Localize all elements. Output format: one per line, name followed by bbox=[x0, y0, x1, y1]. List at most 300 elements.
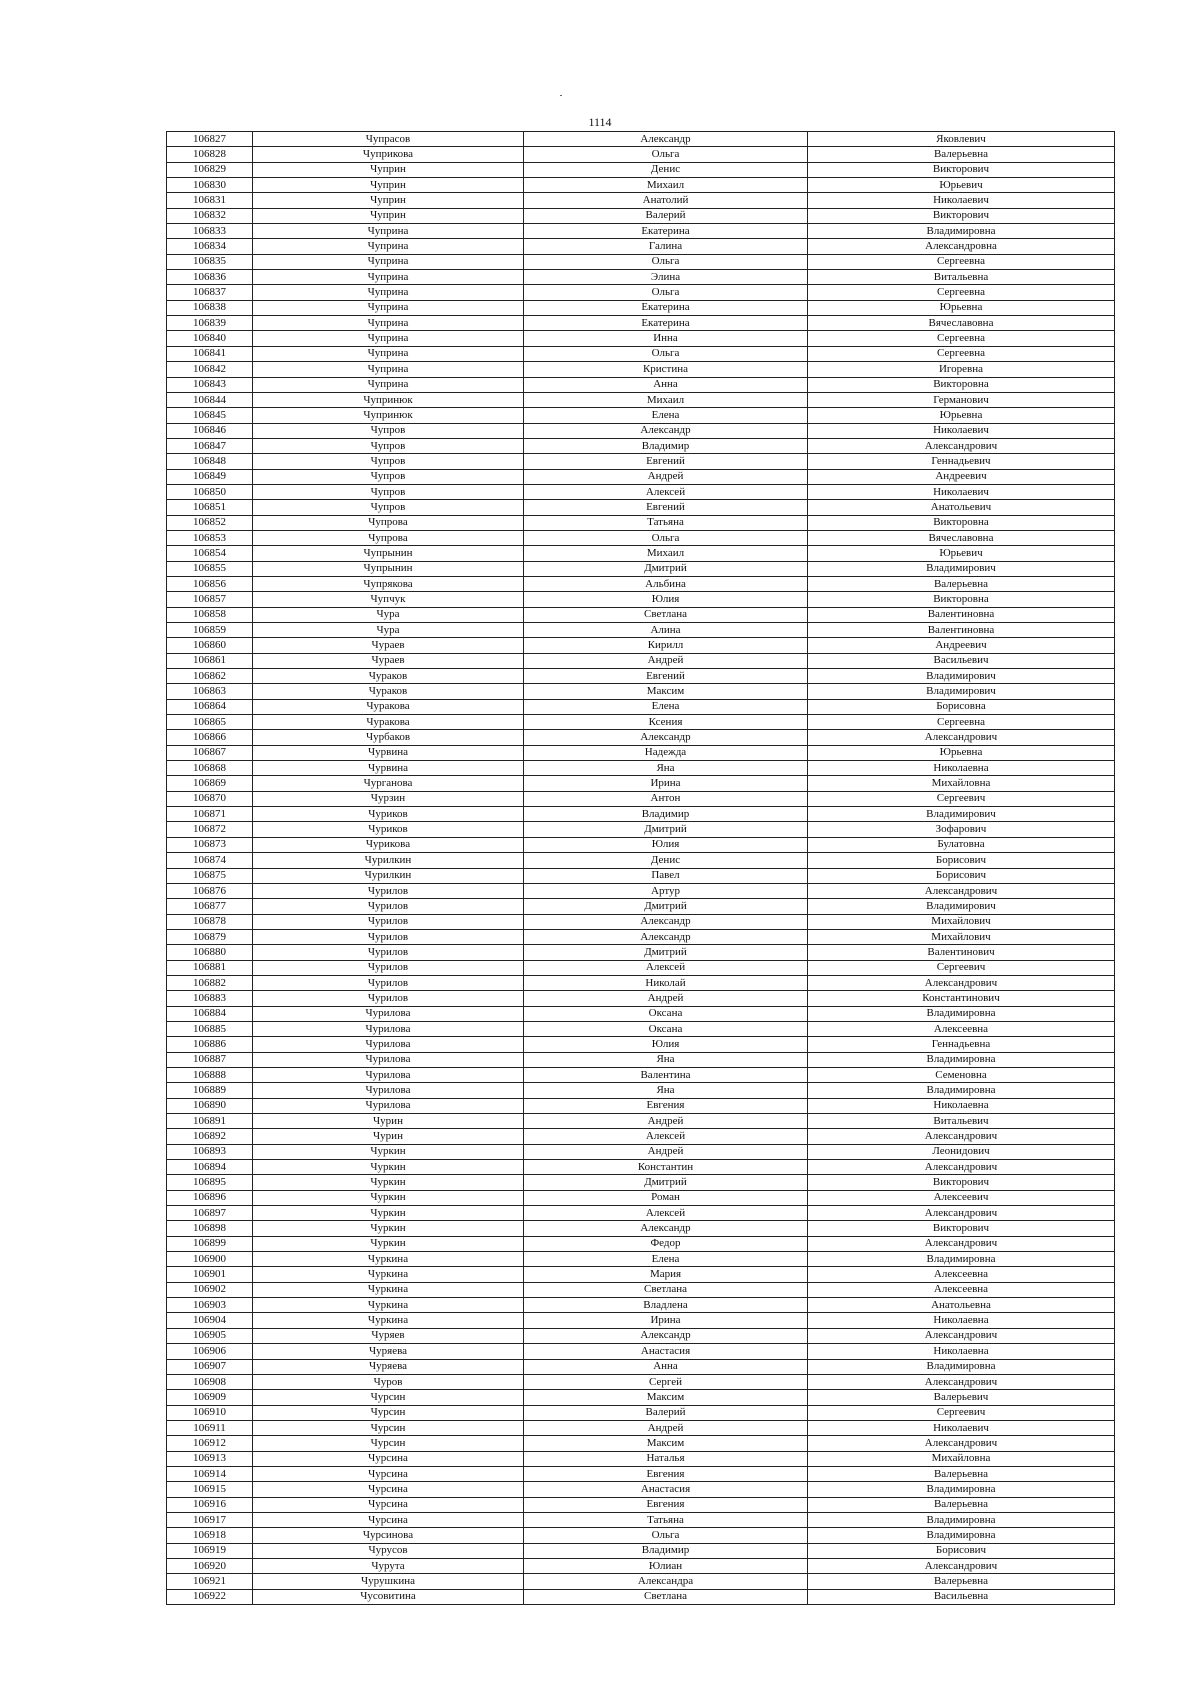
patronymic-cell: Андреевич bbox=[808, 469, 1115, 484]
table-row bbox=[167, 1006, 1115, 1021]
record-number-cell: 106877 bbox=[167, 899, 253, 914]
record-number-cell: 106849 bbox=[167, 469, 253, 484]
record-number-cell: 106829 bbox=[167, 162, 253, 177]
table-row bbox=[167, 638, 1115, 653]
record-number-cell: 106916 bbox=[167, 1497, 253, 1512]
patronymic-cell: Викторовна bbox=[808, 592, 1115, 607]
patronymic-cell: Валерьевна bbox=[808, 576, 1115, 591]
surname-cell: Чурсин bbox=[253, 1420, 524, 1435]
surname-cell: Чура bbox=[253, 607, 524, 622]
first-name-cell: Анатолий bbox=[524, 193, 808, 208]
patronymic-cell: Александрович bbox=[808, 730, 1115, 745]
patronymic-cell: Николаевна bbox=[808, 1313, 1115, 1328]
table-row bbox=[167, 300, 1115, 315]
table-row bbox=[167, 1129, 1115, 1144]
patronymic-cell: Николаевна bbox=[808, 1344, 1115, 1359]
record-number-cell: 106904 bbox=[167, 1313, 253, 1328]
surname-cell: Чурбаков bbox=[253, 730, 524, 745]
patronymic-cell: Валентиновна bbox=[808, 607, 1115, 622]
record-number-cell: 106902 bbox=[167, 1282, 253, 1297]
surname-cell: Чураев bbox=[253, 653, 524, 668]
table-row bbox=[167, 1221, 1115, 1236]
first-name-cell: Максим bbox=[524, 1436, 808, 1451]
table-row bbox=[167, 1267, 1115, 1282]
patronymic-cell: Владимировна bbox=[808, 1359, 1115, 1374]
first-name-cell: Андрей bbox=[524, 991, 808, 1006]
record-number-cell: 106883 bbox=[167, 991, 253, 1006]
record-number-cell: 106908 bbox=[167, 1374, 253, 1389]
first-name-cell: Ольга bbox=[524, 1528, 808, 1543]
surname-cell: Чурсина bbox=[253, 1451, 524, 1466]
record-number-cell: 106847 bbox=[167, 438, 253, 453]
table-row bbox=[167, 1589, 1115, 1604]
table-row bbox=[167, 883, 1115, 898]
table-row bbox=[167, 454, 1115, 469]
surname-cell: Чурилова bbox=[253, 1052, 524, 1067]
table-row bbox=[167, 1390, 1115, 1405]
surname-cell: Чурушкина bbox=[253, 1574, 524, 1589]
first-name-cell: Александр bbox=[524, 423, 808, 438]
table-row bbox=[167, 1328, 1115, 1343]
first-name-cell: Галина bbox=[524, 239, 808, 254]
first-name-cell: Дмитрий bbox=[524, 561, 808, 576]
first-name-cell: Александр bbox=[524, 914, 808, 929]
record-number-cell: 106901 bbox=[167, 1267, 253, 1282]
record-number-cell: 106903 bbox=[167, 1298, 253, 1313]
patronymic-cell: Владимирович bbox=[808, 669, 1115, 684]
surname-cell: Чурсин bbox=[253, 1436, 524, 1451]
surname-cell: Чуракова bbox=[253, 699, 524, 714]
scan-speck bbox=[560, 95, 562, 96]
surname-cell: Чуприкова bbox=[253, 147, 524, 162]
record-number-cell: 106876 bbox=[167, 883, 253, 898]
surname-cell: Чуприна bbox=[253, 346, 524, 361]
table-row bbox=[167, 392, 1115, 407]
record-number-cell: 106866 bbox=[167, 730, 253, 745]
patronymic-cell: Александрович bbox=[808, 438, 1115, 453]
record-number-cell: 106853 bbox=[167, 530, 253, 545]
table-row bbox=[167, 669, 1115, 684]
first-name-cell: Екатерина bbox=[524, 300, 808, 315]
patronymic-cell: Валерьевна bbox=[808, 1574, 1115, 1589]
table-row bbox=[167, 1512, 1115, 1527]
patronymic-cell: Юрьевна bbox=[808, 300, 1115, 315]
table-row bbox=[167, 623, 1115, 638]
first-name-cell: Кристина bbox=[524, 362, 808, 377]
first-name-cell: Светлана bbox=[524, 607, 808, 622]
surname-cell: Чупрасов bbox=[253, 132, 524, 147]
record-number-cell: 106860 bbox=[167, 638, 253, 653]
record-number-cell: 106867 bbox=[167, 745, 253, 760]
record-number-cell: 106865 bbox=[167, 715, 253, 730]
patronymic-cell: Алексеевна bbox=[808, 1267, 1115, 1282]
patronymic-cell: Валерьевна bbox=[808, 1466, 1115, 1481]
record-number-cell: 106918 bbox=[167, 1528, 253, 1543]
surname-cell: Чуприна bbox=[253, 270, 524, 285]
record-number-cell: 106889 bbox=[167, 1083, 253, 1098]
table-row bbox=[167, 1067, 1115, 1082]
table-row bbox=[167, 1359, 1115, 1374]
table-row bbox=[167, 346, 1115, 361]
surname-cell: Чупрова bbox=[253, 530, 524, 545]
first-name-cell: Анастасия bbox=[524, 1482, 808, 1497]
record-number-cell: 106850 bbox=[167, 484, 253, 499]
patronymic-cell: Валентиновна bbox=[808, 623, 1115, 638]
first-name-cell: Елена bbox=[524, 1252, 808, 1267]
record-number-cell: 106852 bbox=[167, 515, 253, 530]
record-number-cell: 106905 bbox=[167, 1328, 253, 1343]
first-name-cell: Дмитрий bbox=[524, 1175, 808, 1190]
table-row bbox=[167, 975, 1115, 990]
registry-table-body bbox=[167, 132, 1115, 1605]
table-row bbox=[167, 1313, 1115, 1328]
surname-cell: Чуриков bbox=[253, 822, 524, 837]
record-number-cell: 106913 bbox=[167, 1451, 253, 1466]
record-number-cell: 106869 bbox=[167, 776, 253, 791]
first-name-cell: Максим bbox=[524, 1390, 808, 1405]
surname-cell: Чуркин bbox=[253, 1236, 524, 1251]
patronymic-cell: Александрович bbox=[808, 1328, 1115, 1343]
patronymic-cell: Валерьевич bbox=[808, 1390, 1115, 1405]
surname-cell: Чурилов bbox=[253, 991, 524, 1006]
table-row bbox=[167, 929, 1115, 944]
patronymic-cell: Владимировна bbox=[808, 1006, 1115, 1021]
record-number-cell: 106915 bbox=[167, 1482, 253, 1497]
record-number-cell: 106880 bbox=[167, 945, 253, 960]
patronymic-cell: Михайловна bbox=[808, 776, 1115, 791]
first-name-cell: Антон bbox=[524, 791, 808, 806]
table-row bbox=[167, 1083, 1115, 1098]
first-name-cell: Андрей bbox=[524, 1114, 808, 1129]
patronymic-cell: Семеновна bbox=[808, 1067, 1115, 1082]
patronymic-cell: Николаевна bbox=[808, 761, 1115, 776]
surname-cell: Чуракова bbox=[253, 715, 524, 730]
table-row bbox=[167, 1451, 1115, 1466]
table-row bbox=[167, 1098, 1115, 1113]
surname-cell: Чурин bbox=[253, 1114, 524, 1129]
patronymic-cell: Юрьевич bbox=[808, 178, 1115, 193]
first-name-cell: Андрей bbox=[524, 469, 808, 484]
record-number-cell: 106892 bbox=[167, 1129, 253, 1144]
first-name-cell: Владлена bbox=[524, 1298, 808, 1313]
surname-cell: Чуприн bbox=[253, 193, 524, 208]
first-name-cell: Дмитрий bbox=[524, 822, 808, 837]
table-row bbox=[167, 1374, 1115, 1389]
surname-cell: Чураков bbox=[253, 684, 524, 699]
table-row bbox=[167, 1021, 1115, 1036]
record-number-cell: 106858 bbox=[167, 607, 253, 622]
first-name-cell: Татьяна bbox=[524, 1512, 808, 1527]
surname-cell: Чурсин bbox=[253, 1405, 524, 1420]
surname-cell: Чурилова bbox=[253, 1067, 524, 1082]
table-row bbox=[167, 500, 1115, 515]
surname-cell: Чупров bbox=[253, 454, 524, 469]
patronymic-cell: Викторович bbox=[808, 208, 1115, 223]
first-name-cell: Валерий bbox=[524, 208, 808, 223]
table-row bbox=[167, 699, 1115, 714]
first-name-cell: Яна bbox=[524, 1052, 808, 1067]
surname-cell: Чусовитина bbox=[253, 1589, 524, 1604]
first-name-cell: Валерий bbox=[524, 1405, 808, 1420]
record-number-cell: 106900 bbox=[167, 1252, 253, 1267]
record-number-cell: 106872 bbox=[167, 822, 253, 837]
table-row bbox=[167, 331, 1115, 346]
surname-cell: Чурилов bbox=[253, 975, 524, 990]
first-name-cell: Михаил bbox=[524, 178, 808, 193]
patronymic-cell: Германович bbox=[808, 392, 1115, 407]
first-name-cell: Елена bbox=[524, 408, 808, 423]
first-name-cell: Мария bbox=[524, 1267, 808, 1282]
first-name-cell: Инна bbox=[524, 331, 808, 346]
table-row bbox=[167, 1466, 1115, 1481]
surname-cell: Чуряева bbox=[253, 1359, 524, 1374]
table-row bbox=[167, 653, 1115, 668]
record-number-cell: 106886 bbox=[167, 1037, 253, 1052]
patronymic-cell: Валерьевна bbox=[808, 1497, 1115, 1512]
first-name-cell: Наталья bbox=[524, 1451, 808, 1466]
first-name-cell: Элина bbox=[524, 270, 808, 285]
patronymic-cell: Владимирович bbox=[808, 807, 1115, 822]
table-row bbox=[167, 1436, 1115, 1451]
record-number-cell: 106898 bbox=[167, 1221, 253, 1236]
patronymic-cell: Александрович bbox=[808, 883, 1115, 898]
surname-cell: Чуркин bbox=[253, 1175, 524, 1190]
record-number-cell: 106875 bbox=[167, 868, 253, 883]
first-name-cell: Евгения bbox=[524, 1098, 808, 1113]
surname-cell: Чуряева bbox=[253, 1344, 524, 1359]
surname-cell: Чурута bbox=[253, 1558, 524, 1573]
first-name-cell: Алексей bbox=[524, 1206, 808, 1221]
first-name-cell: Михаил bbox=[524, 546, 808, 561]
surname-cell: Чурин bbox=[253, 1129, 524, 1144]
surname-cell: Чуркина bbox=[253, 1298, 524, 1313]
surname-cell: Чурилкин bbox=[253, 868, 524, 883]
surname-cell: Чуркин bbox=[253, 1221, 524, 1236]
first-name-cell: Артур bbox=[524, 883, 808, 898]
table-row bbox=[167, 1558, 1115, 1573]
surname-cell: Чуркина bbox=[253, 1252, 524, 1267]
table-row bbox=[167, 1344, 1115, 1359]
table-row bbox=[167, 914, 1115, 929]
patronymic-cell: Владимировна bbox=[808, 224, 1115, 239]
table-row bbox=[167, 776, 1115, 791]
patronymic-cell: Васильевич bbox=[808, 653, 1115, 668]
first-name-cell: Михаил bbox=[524, 392, 808, 407]
surname-cell: Чуприн bbox=[253, 208, 524, 223]
surname-cell: Чуркина bbox=[253, 1267, 524, 1282]
record-number-cell: 106911 bbox=[167, 1420, 253, 1435]
patronymic-cell: Анатольевна bbox=[808, 1298, 1115, 1313]
surname-cell: Чурсина bbox=[253, 1497, 524, 1512]
patronymic-cell: Булатовна bbox=[808, 837, 1115, 852]
patronymic-cell: Викторович bbox=[808, 1175, 1115, 1190]
patronymic-cell: Алексеевич bbox=[808, 1190, 1115, 1205]
table-row bbox=[167, 408, 1115, 423]
record-number-cell: 106890 bbox=[167, 1098, 253, 1113]
patronymic-cell: Викторовна bbox=[808, 377, 1115, 392]
table-row bbox=[167, 822, 1115, 837]
surname-cell: Чуприна bbox=[253, 331, 524, 346]
patronymic-cell: Сергеевич bbox=[808, 1405, 1115, 1420]
table-row bbox=[167, 423, 1115, 438]
surname-cell: Чупров bbox=[253, 423, 524, 438]
first-name-cell: Денис bbox=[524, 853, 808, 868]
patronymic-cell: Яковлевич bbox=[808, 132, 1115, 147]
table-row bbox=[167, 239, 1115, 254]
patronymic-cell: Константинович bbox=[808, 991, 1115, 1006]
patronymic-cell: Николаевич bbox=[808, 423, 1115, 438]
surname-cell: Чупрынин bbox=[253, 546, 524, 561]
table-row bbox=[167, 868, 1115, 883]
table-row bbox=[167, 1114, 1115, 1129]
table-row bbox=[167, 1206, 1115, 1221]
patronymic-cell: Вячеславовна bbox=[808, 316, 1115, 331]
patronymic-cell: Борисович bbox=[808, 853, 1115, 868]
table-row bbox=[167, 147, 1115, 162]
table-row bbox=[167, 1252, 1115, 1267]
table-row bbox=[167, 791, 1115, 806]
table-row bbox=[167, 362, 1115, 377]
first-name-cell: Федор bbox=[524, 1236, 808, 1251]
table-row bbox=[167, 377, 1115, 392]
patronymic-cell: Сергеевна bbox=[808, 331, 1115, 346]
patronymic-cell: Николаевна bbox=[808, 1098, 1115, 1113]
surname-cell: Чупрова bbox=[253, 515, 524, 530]
patronymic-cell: Владимировна bbox=[808, 1052, 1115, 1067]
record-number-cell: 106856 bbox=[167, 576, 253, 591]
patronymic-cell: Валерьевна bbox=[808, 147, 1115, 162]
first-name-cell: Андрей bbox=[524, 1420, 808, 1435]
surname-cell: Чуркин bbox=[253, 1206, 524, 1221]
record-number-cell: 106887 bbox=[167, 1052, 253, 1067]
table-row bbox=[167, 208, 1115, 223]
first-name-cell: Ольга bbox=[524, 346, 808, 361]
first-name-cell: Ольга bbox=[524, 147, 808, 162]
first-name-cell: Александр bbox=[524, 1221, 808, 1236]
first-name-cell: Роман bbox=[524, 1190, 808, 1205]
surname-cell: Чуряев bbox=[253, 1328, 524, 1343]
record-number-cell: 106914 bbox=[167, 1466, 253, 1481]
first-name-cell: Ольга bbox=[524, 285, 808, 300]
table-row bbox=[167, 1574, 1115, 1589]
patronymic-cell: Борисович bbox=[808, 868, 1115, 883]
first-name-cell: Владимир bbox=[524, 438, 808, 453]
table-row bbox=[167, 899, 1115, 914]
surname-cell: Чурсина bbox=[253, 1512, 524, 1527]
surname-cell: Чуприна bbox=[253, 300, 524, 315]
patronymic-cell: Юрьевна bbox=[808, 408, 1115, 423]
record-number-cell: 106835 bbox=[167, 254, 253, 269]
first-name-cell: Алексей bbox=[524, 484, 808, 499]
patronymic-cell: Владимирович bbox=[808, 899, 1115, 914]
surname-cell: Чуприна bbox=[253, 254, 524, 269]
patronymic-cell: Владимировна bbox=[808, 1528, 1115, 1543]
patronymic-cell: Владимирович bbox=[808, 561, 1115, 576]
surname-cell: Чуприна bbox=[253, 224, 524, 239]
record-number-cell: 106893 bbox=[167, 1144, 253, 1159]
record-number-cell: 106879 bbox=[167, 929, 253, 944]
surname-cell: Чуприна bbox=[253, 239, 524, 254]
table-row bbox=[167, 730, 1115, 745]
surname-cell: Чурвина bbox=[253, 761, 524, 776]
record-number-cell: 106828 bbox=[167, 147, 253, 162]
record-number-cell: 106917 bbox=[167, 1512, 253, 1527]
patronymic-cell: Викторовна bbox=[808, 515, 1115, 530]
record-number-cell: 106845 bbox=[167, 408, 253, 423]
first-name-cell: Анна bbox=[524, 1359, 808, 1374]
record-number-cell: 106870 bbox=[167, 791, 253, 806]
first-name-cell: Светлана bbox=[524, 1282, 808, 1297]
record-number-cell: 106840 bbox=[167, 331, 253, 346]
record-number-cell: 106910 bbox=[167, 1405, 253, 1420]
surname-cell: Чурикова bbox=[253, 837, 524, 852]
first-name-cell: Дмитрий bbox=[524, 899, 808, 914]
surname-cell: Чуркин bbox=[253, 1190, 524, 1205]
record-number-cell: 106859 bbox=[167, 623, 253, 638]
surname-cell: Чуприна bbox=[253, 362, 524, 377]
surname-cell: Чурусов bbox=[253, 1543, 524, 1558]
first-name-cell: Алексей bbox=[524, 1129, 808, 1144]
patronymic-cell: Михайлович bbox=[808, 929, 1115, 944]
patronymic-cell: Витальевич bbox=[808, 1114, 1115, 1129]
patronymic-cell: Владимировна bbox=[808, 1083, 1115, 1098]
patronymic-cell: Сергеевна bbox=[808, 346, 1115, 361]
record-number-cell: 106863 bbox=[167, 684, 253, 699]
table-row bbox=[167, 607, 1115, 622]
patronymic-cell: Леонидович bbox=[808, 1144, 1115, 1159]
patronymic-cell: Александрович bbox=[808, 1236, 1115, 1251]
first-name-cell: Андрей bbox=[524, 1144, 808, 1159]
record-number-cell: 106862 bbox=[167, 669, 253, 684]
record-number-cell: 106861 bbox=[167, 653, 253, 668]
first-name-cell: Оксана bbox=[524, 1021, 808, 1036]
table-row bbox=[167, 270, 1115, 285]
surname-cell: Чупринюк bbox=[253, 408, 524, 423]
patronymic-cell: Юрьевич bbox=[808, 546, 1115, 561]
table-row bbox=[167, 1298, 1115, 1313]
first-name-cell: Ирина bbox=[524, 1313, 808, 1328]
surname-cell: Чупров bbox=[253, 438, 524, 453]
record-number-cell: 106832 bbox=[167, 208, 253, 223]
surname-cell: Чупчук bbox=[253, 592, 524, 607]
record-number-cell: 106834 bbox=[167, 239, 253, 254]
surname-cell: Чурилова bbox=[253, 1037, 524, 1052]
patronymic-cell: Зофарович bbox=[808, 822, 1115, 837]
first-name-cell: Владимир bbox=[524, 1543, 808, 1558]
record-number-cell: 106827 bbox=[167, 132, 253, 147]
table-row bbox=[167, 807, 1115, 822]
table-row bbox=[167, 761, 1115, 776]
surname-cell: Чураков bbox=[253, 669, 524, 684]
table-row bbox=[167, 1482, 1115, 1497]
first-name-cell: Александр bbox=[524, 929, 808, 944]
first-name-cell: Александр bbox=[524, 132, 808, 147]
table-row bbox=[167, 162, 1115, 177]
table-row bbox=[167, 945, 1115, 960]
first-name-cell: Юлия bbox=[524, 837, 808, 852]
first-name-cell: Евгений bbox=[524, 500, 808, 515]
surname-cell: Чуриков bbox=[253, 807, 524, 822]
surname-cell: Чурилова bbox=[253, 1083, 524, 1098]
patronymic-cell: Витальевна bbox=[808, 270, 1115, 285]
table-row bbox=[167, 1144, 1115, 1159]
record-number-cell: 106888 bbox=[167, 1067, 253, 1082]
surname-cell: Чупринюк bbox=[253, 392, 524, 407]
table-row bbox=[167, 684, 1115, 699]
surname-cell: Чуприна bbox=[253, 285, 524, 300]
table-row bbox=[167, 1405, 1115, 1420]
table-row bbox=[167, 254, 1115, 269]
